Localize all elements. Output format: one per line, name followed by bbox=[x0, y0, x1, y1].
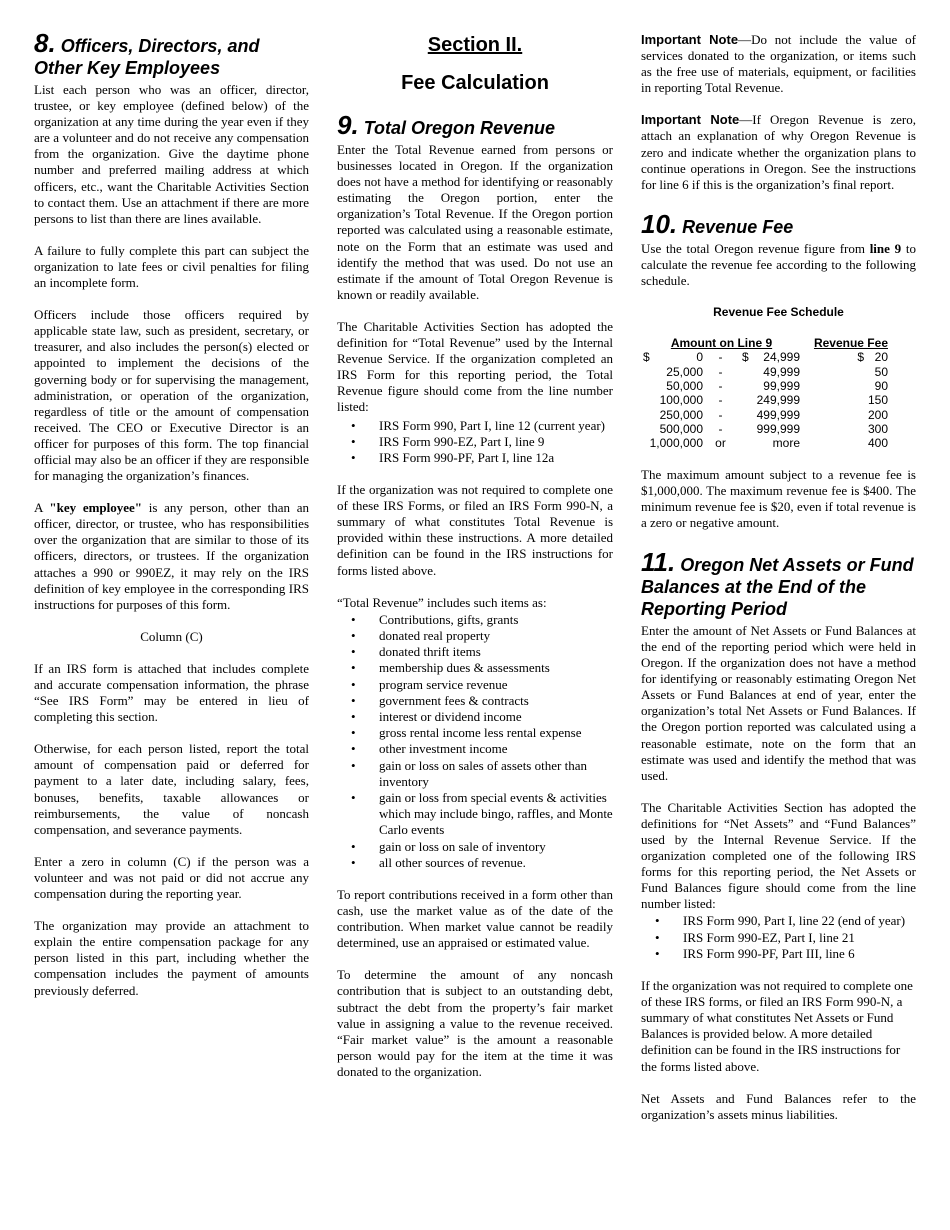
important-note-1-label: Important Note bbox=[641, 32, 739, 47]
list-item: • interest or dividend income bbox=[337, 709, 613, 725]
revenue-fee-schedule-table bbox=[643, 336, 909, 450]
range-separator: - bbox=[718, 421, 723, 436]
irs-net-assets-line-list bbox=[641, 913, 916, 962]
revenue-fee-intro-paragraph bbox=[641, 241, 916, 289]
revenue-fee-intro-line-ref: line 9 bbox=[869, 240, 902, 256]
no-irs-form-net-assets-paragraph: If the organization was not required to complete one of these IRS forms, or filed an IRS Form 990-N, a summary of what constitutes Net Assets or Fund Balances is provided below. A more detailed definition can be found in the IRS instructions for the forms listed above. bbox=[641, 978, 913, 1074]
list-item: • other investment income bbox=[337, 741, 613, 757]
currency-symbol: $ bbox=[742, 350, 749, 365]
list-item: • IRS Form 990, Part I, line 12 (current year) bbox=[337, 418, 613, 434]
column-c-heading: Column (C) bbox=[140, 628, 203, 644]
table-row bbox=[643, 350, 909, 364]
list-item: • IRS Form 990, Part I, line 22 (end of year) bbox=[641, 913, 916, 929]
fee-amount: 300 bbox=[867, 421, 888, 436]
section-9-heading bbox=[337, 110, 613, 140]
late-fees-paragraph: A failure to fully complete this part can subject the organization to late fees or civil penalties for filing an incomplete form. bbox=[34, 242, 309, 291]
important-note-1 bbox=[641, 32, 916, 96]
range-separator: or bbox=[715, 436, 726, 451]
amount-low: 50,000 bbox=[666, 379, 703, 394]
attachment-paragraph: The organization may provide an attachment to explain the entire compensation package for any person listed in this part, including whether the compensation includes the payment of amounts previously deferred. bbox=[34, 918, 309, 998]
section-10-title: Revenue Fee bbox=[682, 216, 794, 237]
range-separator: - bbox=[718, 364, 723, 379]
amount-high: 999,999 bbox=[756, 421, 800, 436]
list-item: • government fees & contracts bbox=[337, 693, 613, 709]
fee-amount: 20 bbox=[874, 350, 888, 365]
range-separator: - bbox=[718, 407, 723, 422]
fee-amount: 50 bbox=[874, 364, 888, 379]
key-employee-term: "key employee" bbox=[49, 500, 143, 516]
section-8-title: Officers, Directors, and Other Key Employees bbox=[34, 36, 260, 78]
officers-definition-paragraph: Officers include those officers required by applicable state law, such as president, secretary, or treasurer, and also includes the person(s) elected or appointed to implement the decisions of the governing body or for supervising the management, administration, or operation of the organization, regardless of title or the amount of compensation received. The CEO or Executive Director is an officer for purposes of this form. The top financial official may also be an officer if they are responsible for managing the organization’s finances. bbox=[34, 307, 309, 484]
amount-high: more bbox=[772, 436, 800, 451]
amount-high: 49,999 bbox=[763, 364, 800, 379]
key-employee-text: is any person, other than an officer, director, or trustee, who has responsibilities over the organization that are similar to those of its officers, directors, or trustees. If the organization attaches a 990 or 990EZ, it may rely on the IRS definition of key employee in the corresponding IRS instructions for purposes of this form. bbox=[34, 500, 310, 612]
amount-low: 500,000 bbox=[659, 421, 703, 436]
amount-high: 24,999 bbox=[763, 350, 800, 365]
amount-high: 249,999 bbox=[756, 393, 800, 408]
column-right bbox=[641, 32, 916, 1139]
zero-compensation-paragraph: Enter a zero in column (C) if the person was a volunteer and was not paid or did not accrue any compensation during the reporting year. bbox=[34, 853, 309, 902]
total-compensation-paragraph: Otherwise, for each person listed, report the total amount of compensation paid or deferred for payment to a later date, including salary, fees, bonuses, benefits, taxable allowances or reimbursements, the value of noncash compensation, and severance payments. bbox=[34, 741, 309, 837]
section-8-heading bbox=[34, 28, 309, 79]
table-row bbox=[643, 436, 909, 450]
list-item: • gain or loss on sales of assets other than inventory bbox=[337, 758, 613, 790]
important-note-2 bbox=[641, 112, 916, 192]
irs-revenue-line-list bbox=[337, 418, 613, 467]
table-row bbox=[643, 379, 909, 393]
list-item: • IRS Form 990-PF, Part I, line 12a bbox=[337, 450, 613, 466]
table-row bbox=[643, 408, 909, 422]
fee-column-header: Revenue Fee bbox=[813, 336, 888, 351]
important-note-2-label: Important Note bbox=[641, 112, 740, 128]
revenue-items-intro: “Total Revenue” includes such items as: bbox=[337, 594, 547, 610]
fee-amount: 400 bbox=[867, 436, 888, 451]
list-item: • IRS Form 990-EZ, Part I, line 9 bbox=[337, 434, 613, 450]
fair-market-value-paragraph: To determine the amount of any noncash contribution that is subject to an outstanding debt, subtract the debt from the property’s fair market value in assigning a value to the revenue received. “Fair market value” is the amount a reasonable person would pay for the item at the time it was donated to the organization. bbox=[337, 967, 613, 1079]
section-9-title: Total Oregon Revenue bbox=[363, 118, 556, 138]
currency-symbol: $ bbox=[857, 350, 864, 365]
amount-low: 0 bbox=[696, 350, 703, 365]
fee-amount: 200 bbox=[867, 407, 888, 422]
amount-low: 250,000 bbox=[659, 407, 703, 422]
column-left bbox=[34, 28, 310, 1015]
revenue-fee-intro-c: to calculate the revenue fee according to the following schedule. bbox=[641, 240, 916, 289]
amount-low: 25,000 bbox=[666, 364, 703, 379]
currency-symbol: $ bbox=[643, 350, 650, 365]
section-10-number: 10. bbox=[641, 208, 678, 239]
list-item: • donated real property bbox=[337, 628, 613, 644]
range-separator: - bbox=[718, 393, 723, 408]
irs-form-compensation-paragraph: If an IRS form is attached that includes complete and accurate compensation information, the phrase “See IRS Form” may be entered in lieu of completing this section. bbox=[34, 660, 309, 725]
net-assets-definition-paragraph: The Charitable Activities Section has adopted the definitions for “Net Assets” and “Fund Balances” used by the Internal Revenue Service. If the organization completed one of the following IRS forms for this reporting period, the Net Assets or Fund Balances figure should come from the line number listed: bbox=[641, 799, 916, 912]
important-note-1-text: —Do not include the value of services donated to the organization, or items such as the free use of materials, equipment, or facilities in reporting Total Revenue. bbox=[641, 32, 916, 96]
fee-amount: 90 bbox=[874, 379, 888, 394]
table-row bbox=[643, 422, 909, 436]
section-11-number: 11. bbox=[641, 546, 676, 577]
section-10-heading bbox=[641, 208, 916, 239]
list-item: • membership dues & assessments bbox=[337, 660, 613, 676]
amount-high: 99,999 bbox=[763, 379, 800, 394]
important-note-2-text: —If Oregon Revenue is zero, attach an explanation of why Oregon Revenue is zero and indicate whether the organization plans to continue operations in Oregon. See the instructions for line 6 if this is the organization’s final report. bbox=[641, 112, 916, 192]
amount-low: 1,000,000 bbox=[649, 436, 703, 451]
amount-low: 100,000 bbox=[659, 393, 703, 408]
no-irs-form-paragraph: If the organization was not required to complete one of these IRS Forms, or filed an IRS Form 990-N, a summary of what constitutes Total Revenue is provided within these instructions. A more detailed definition can be found in the IRS instructions for forms listed above. bbox=[337, 482, 613, 578]
column-middle bbox=[337, 32, 613, 1096]
total-revenue-definition-paragraph: The Charitable Activities Section has adopted the definition for “Total Revenue” used by the Internal Revenue Service. If the organization completed an IRS Form for this reporting period, the Total Revenue figure should come from the line number listed: bbox=[337, 318, 613, 415]
list-item: • all other sources of revenue. bbox=[337, 855, 613, 871]
revenue-items-list bbox=[337, 612, 613, 871]
table-row bbox=[643, 365, 909, 379]
amount-high: 499,999 bbox=[756, 407, 800, 422]
revenue-fee-schedule-title: Revenue Fee Schedule bbox=[713, 305, 844, 320]
total-revenue-intro-paragraph: Enter the Total Revenue earned from persons or businesses located in Oregon. If the organization does not have a method for identifying or reasonably estimating the Oregon portion, enter the organization’s Total Revenue. If the Oregon portion reported was calculated using a reasonable estimate, note on the Form that an estimate was used and identify the method that was used. Do not use an estimate if the amount of Total Oregon Revenue is known or readily available. bbox=[337, 142, 613, 302]
fee-calculation-title: Fee Calculation bbox=[401, 72, 549, 94]
list-item: • gain or loss on sale of inventory bbox=[337, 839, 613, 855]
list-item: • program service revenue bbox=[337, 677, 613, 693]
key-employee-prefix: A bbox=[34, 500, 50, 516]
section-11-title: Oregon Net Assets or Fund Balances at the End of the Reporting Period bbox=[641, 554, 914, 619]
net-assets-meaning-paragraph: Net Assets and Fund Balances refer to the organization’s assets minus liabilities. bbox=[641, 1090, 916, 1122]
list-item: • IRS Form 990-PF, Part III, line 6 bbox=[641, 946, 916, 962]
list-item: • gain or loss from special events & activities which may include bingo, raffles, and Monte Carlo events bbox=[337, 790, 613, 839]
amount-column-header: Amount on Line 9 bbox=[670, 336, 773, 351]
section-9-number: 9. bbox=[337, 110, 359, 140]
officers-intro-paragraph: List each person who was an officer, director, trustee, or key employee (defined below) of the organization at any time during the year even if they are a volunteer and do not receive any compensation from the organization. Give the daytime phone number and preferred mailing address at which officers, etc., want the Charitable Activities Section to contact them. Use an attachment if there are more persons to list than there are lines available. bbox=[34, 82, 309, 226]
list-item: • donated thrift items bbox=[337, 644, 613, 660]
section-11-heading bbox=[641, 546, 916, 620]
list-item: • Contributions, gifts, grants bbox=[337, 612, 613, 628]
list-item: • IRS Form 990-EZ, Part I, line 21 bbox=[641, 930, 916, 946]
fee-limits-paragraph: The maximum amount subject to a revenue fee is $1,000,000. The maximum revenue fee is $400. The minimum revenue fee is $20, even if total revenue is a zero or negative amount. bbox=[641, 466, 916, 530]
noncash-contribution-paragraph: To report contributions received in a form other than cash, use the market value as of the date of the contribution. When market value cannot be readily determined, use an appraised or estimated value. bbox=[337, 887, 613, 951]
section-8-number: 8. bbox=[34, 28, 56, 58]
table-header-row bbox=[643, 336, 909, 350]
key-employee-paragraph bbox=[34, 500, 309, 613]
range-separator: - bbox=[718, 350, 723, 365]
range-separator: - bbox=[718, 379, 723, 394]
table-row bbox=[643, 393, 909, 407]
revenue-fee-intro-a: Use the total Oregon revenue figure from bbox=[641, 240, 870, 256]
fee-amount: 150 bbox=[867, 393, 888, 408]
list-item: • gross rental income less rental expense bbox=[337, 725, 613, 741]
net-assets-intro-paragraph: Enter the amount of Net Assets or Fund Balances at the end of the reporting period which were held in Oregon. If the organization does not have a method for identifying or reasonably estimating Oregon Net Assets or Fund Balances at end of year, enter the organization’s total Net Assets or Fund Balances. If the Oregon portion reported was calculated using a reasonable estimate, note on the form that an estimate was used and identify the method that was used. bbox=[641, 622, 916, 783]
section-ii-title: Section II. bbox=[427, 34, 523, 56]
